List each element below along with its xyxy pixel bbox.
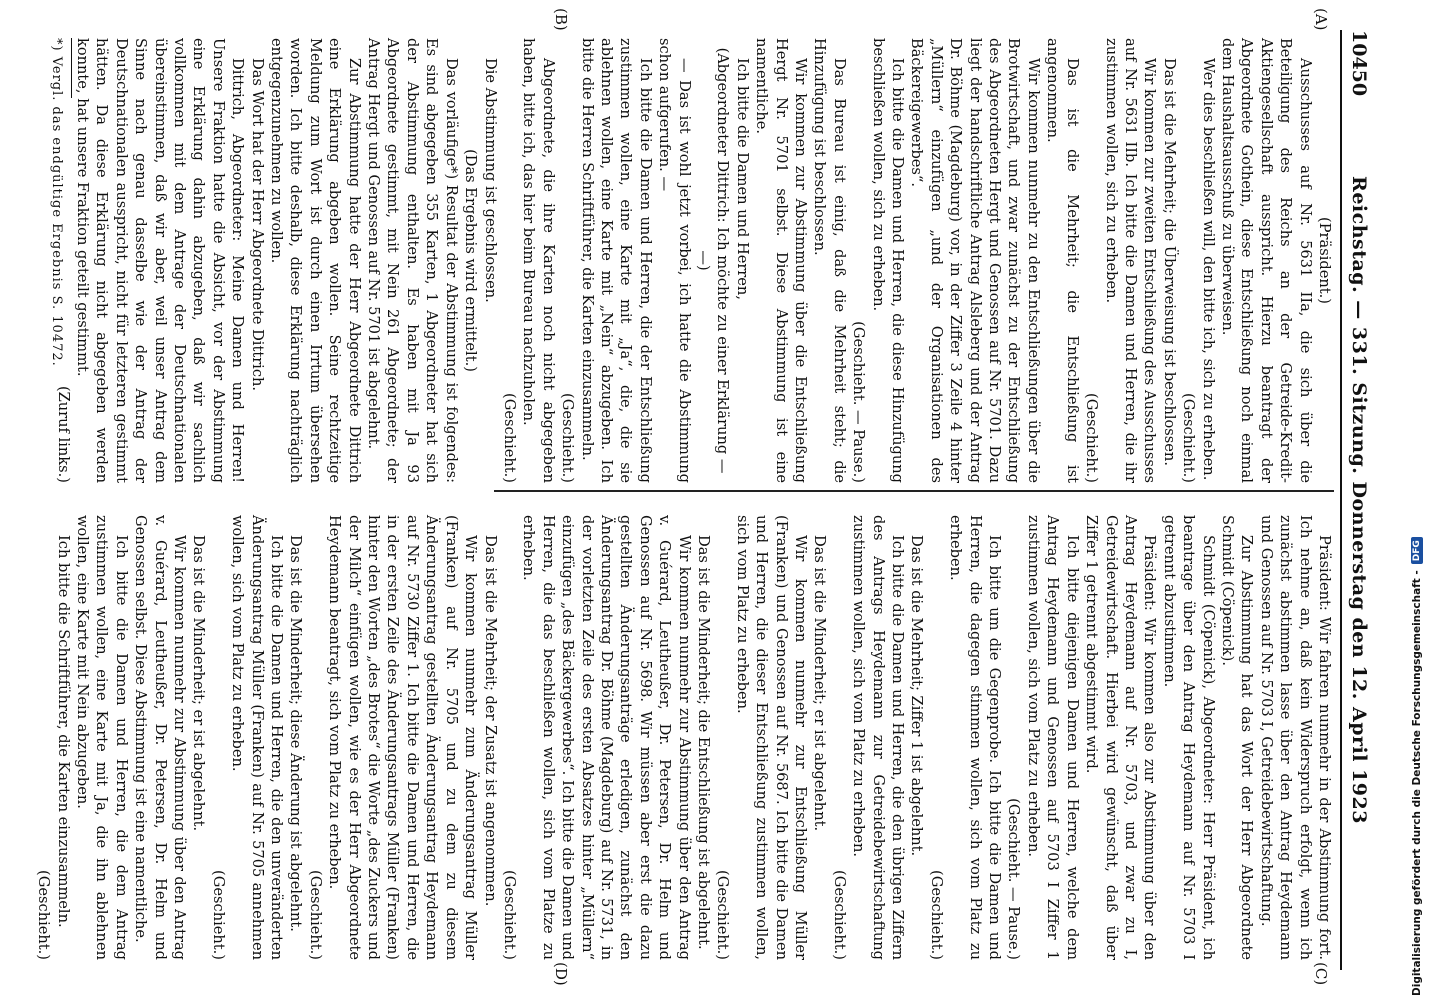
paragraph: Wir kommen nunmehr zum Änderungsantrag Müller (Franken) auf Nr. 5705 und zu dem zu diesem Änderungsantrag gestellten Änderungsantrag Heydemann auf Nr. 5730 Ziffer 1. Ich bitte die Damen und Herren, die in der ersten Zeile des Änderungsantrags Müller (Franken) hinter den Worten „des Brotes“ die Worte „des Zuckers und der Milch“ einfügen wollen, wie es der Herr Abgeordnete Heydemann beantragt, sich vom Platz zu erheben. bbox=[326, 515, 480, 960]
paragraph: Wir kommen zur zweiten Entschließung des Ausschusses auf Nr. 5631 IIb. Ich bitte die Damen und Herren, die ihr zustimmen wollen, sich zu erheben. bbox=[1102, 38, 1159, 483]
paragraph: (Geschieht. — Pause.) bbox=[850, 321, 868, 483]
right-text-column bbox=[34, 515, 1334, 960]
page-number: 10450 bbox=[1348, 30, 1370, 97]
paragraph: Ich bitte die Damen und Herren, die den übrigen Ziffern des Antrags Heydemann zur Getreidebewirtschaftung zustimmen wollen, sich vom Platz zu erheben. bbox=[850, 515, 907, 960]
paragraph: Ich bitte die Schriftführer, die Karten einzusammeln. bbox=[54, 535, 72, 928]
paragraph: Das ist die Minderheit; er ist abgelehnt. bbox=[190, 535, 208, 832]
credit-text: Digitalisierung gefördert durch die Deutsche Forschungsgemeinschaft - bbox=[1411, 570, 1423, 996]
page-header bbox=[1340, 30, 1376, 970]
paragraph: Das Wort hat der Herr Abgeordnete Dittrich. bbox=[248, 58, 266, 392]
paragraph: Ich bitte diejenigen Damen und Herren, welche dem Antrag Heydemann und Genossen auf 5703 I Ziffer 1 zustimmen wollen, sich vom Platz zu erheben. bbox=[1024, 515, 1081, 960]
paragraph: Das ist die Mehrheit; die Überweisung ist beschlossen. bbox=[1160, 58, 1178, 466]
paragraph: Das ist die Mehrheit; Ziffer 1 ist abgelehnt. bbox=[908, 535, 926, 857]
paragraph: Wir kommen nunmehr zur Abstimmung über den Antrag v. Guérard, Leutheußer, Dr. Petersen, Dr. Helm und Genossen selbst. Diese Abstimmung ist eine namentliche. bbox=[132, 515, 189, 960]
running-title: Reichstag. — 331. Sitzung. Donnerstag den 12. April 1923 bbox=[1348, 176, 1370, 824]
margin-letter-a: (A) bbox=[1312, 8, 1330, 31]
footnote: *) Vergl. das endgültige Ergebnis S. 10472. bbox=[49, 38, 64, 367]
paragraph: Wir kommen nunmehr zur Entschließung Müller (Franken) und Genossen auf Nr. 5687. Ich bitte die Damen und Herren, die dieser Entschließung zustimmen wollen, sich vom Platz zu erheben. bbox=[733, 515, 810, 960]
paragraph: (Das Ergebnis wird ermittelt.) bbox=[462, 149, 480, 372]
paragraph: Das Bureau ist einig, daß die Mehrheit steht; die Hinzufügung ist beschlossen. bbox=[811, 38, 848, 483]
footnote-rule bbox=[71, 38, 72, 98]
paragraph: (Geschieht.) bbox=[559, 393, 577, 483]
paragraph: Das ist die Minderheit; diese Änderung ist abgelehnt. bbox=[287, 535, 305, 932]
paragraph: Schmidt (Cöpenick), Abgeordneter: Herr Präsident, ich beantrage über den Antrag Heydemann auf Nr. 5703 I getrennt abzustimmen. bbox=[1160, 515, 1217, 960]
paragraph: (Geschieht. — Pause.) bbox=[1005, 798, 1023, 960]
paragraph: (Geschieht.) bbox=[830, 870, 848, 960]
paragraph: Präsident: Wir kommen also zur Abstimmung über den Antrag Heydemann auf Nr. 5703, und zwar zu I, Getreidewirtschaft. Hierbei wird gewünscht, daß über Ziffer 1 getrennt abgestimmt wird. bbox=[1083, 515, 1159, 960]
paragraph: (Präsident.) bbox=[1316, 217, 1333, 304]
paragraph: Präsident: Wir fahren nunmehr in der Abstimmung fort. Ich nehme an, daß kein Widerspruch erfolgt, wenn ich zunächst abstimmen lasse über den Antrag Heydemann und Genossen auf Nr. 5703 I, Getreidebewirtschaftung. bbox=[1257, 515, 1333, 960]
paragraph: (Zuruf links.) bbox=[54, 385, 72, 483]
column-rule bbox=[494, 490, 1334, 492]
left-text-column bbox=[53, 38, 1334, 483]
dfg-logo: DFG bbox=[1411, 537, 1423, 564]
paragraph: Wir kommen nunmehr zu den Entschließungen über die Brotwirtschaft, und zwar zunächst zu der Entschließung des Abgeordneten Hergt und Genossen auf Nr. 5701. Dazu liegt der handschriftliche Antrag Alsleberg und der Antrag Dr. Böhme (Magdeburg) vor, in der Ziffer 3 Zeile 4 hinter „Müllern“ einzufügen „und der Organisationen des Bäckereigewerbes“. bbox=[908, 38, 1042, 483]
paragraph: (Geschieht.) bbox=[209, 870, 227, 960]
paragraph: (Abgeordneter Dittrich: Ich möchte zu einer Erklärung — —) bbox=[695, 47, 732, 474]
paragraph: Ich bitte die Damen und Herren, die diese Hinzufügung beschließen wollen, sich zu erheben. bbox=[869, 38, 907, 483]
paragraph: Ich bitte die Damen und Herren, bbox=[733, 58, 751, 300]
paragraph: (Geschieht.) bbox=[500, 393, 518, 483]
paragraph: Dittrich, Abgeordneter: Meine Damen und Herren! Unsere Fraktion hatte die Absicht, vor der Abstimmung eine Erklärung dahin abzugeben, daß wir sachlich vollkommen mit dem Antrage der Deutschnationalen übereinstimmen, daß wir aber, weil unser Antrag dem Sinne nach genau dasselbe wie der Antrag der Deutschnationalen ausspricht, nicht für letzteren gestimmt hätten. Da diese Erklärung nicht abgegeben werden konnte, hat unsere Fraktion geteilt gestimmt. bbox=[74, 38, 247, 483]
paragraph: Das vorläufige*) Resultat der Abstimmung ist folgendes: Es sind abgegeben 355 Karten, 1 Abgeordneter hat sich der Abstimmung enthalten. Es haben mit Ja 93 Abgeordnete gestimmt, mit Nein 261 Abgeordnete; der Antrag Hergt und Genossen auf Nr. 5701 ist abgelehnt. bbox=[365, 38, 460, 483]
paragraph: (Geschieht.) bbox=[714, 870, 732, 960]
paragraph: — Das ist wohl jetzt vorbei, ich hatte die Abstimmung schon aufgerufen. — bbox=[656, 38, 693, 483]
paragraph: (Geschieht.) bbox=[35, 870, 53, 960]
paragraph: Wir kommen zur Abstimmung über die Entschließung Hergt Nr. 5701 selbst. Diese Abstimmung ist eine namentliche. bbox=[753, 38, 810, 483]
paragraph: Wer dies beschließen will, den bitte ich, sich zu erheben. bbox=[1199, 58, 1217, 481]
paragraph: Ich bitte die Damen und Herren, die der Entschließung zustimmen wollen, eine Karte mit „Ja“, die, die sie ablehnen wollen, eine Karte mit „Nein“ abzugeben. Ich bitte die Herren Schriftführer, die Karten einzusammeln. bbox=[578, 38, 654, 483]
paragraph: Das ist die Minderheit; er ist abgelehnt. bbox=[811, 535, 829, 832]
margin-letter-d: (D) bbox=[552, 962, 570, 986]
digitization-credit bbox=[1402, 0, 1432, 996]
paragraph: Das ist die Mehrheit; die Entschließung ist angenommen. bbox=[1044, 38, 1081, 483]
paragraph: (Geschieht.) bbox=[1083, 393, 1101, 483]
paragraph: Das ist die Mehrheit; der Zusatz ist angenommen. bbox=[481, 535, 499, 907]
paragraph: Wir kommen nunmehr zur Abstimmung über den Antrag v. Guérard, Leutheußer, Dr. Petersen, Dr. Helm und Genossen auf Nr. 5698. Wir müssen aber erst die dazu gestellten Änderungsanträge erledigen, zunächst den Änderungsantrag Dr. Böhme (Magdeburg) auf Nr. 5731, in der vorletzten Zeile des ersten Absatzes hinter „Müllern“ einzufügen „des Bäckergewerbes“. Ich bitte die Damen und Herren, die das beschließen wollen, sich vom Platze zu erheben. bbox=[520, 515, 693, 960]
paragraph: Ich bitte um die Gegenprobe. Ich bitte die Damen und Herren, die dagegen stimmen wollen, sich vom Platz zu erheben. bbox=[947, 515, 1004, 960]
margin-letter-b: (B) bbox=[552, 8, 570, 31]
paragraph: Ich bitte die Damen und Herren, die den unveränderten Änderungsantrag Müller (Franken) auf Nr. 5705 annehmen wollen, sich vom Platz zu erheben. bbox=[229, 515, 286, 960]
paragraph: Zur Abstimmung hat das Wort der Herr Abgeordnete Schmidt (Cöpenick). bbox=[1218, 515, 1256, 960]
paragraph: (Geschieht.) bbox=[500, 870, 518, 960]
paragraph: (Geschieht.) bbox=[1180, 393, 1198, 483]
margin-letter-c: (C) bbox=[1312, 962, 1330, 986]
paragraph: Ich bitte die Damen und Herren, die dem Antrag zustimmen wollen, eine Karte mit Ja, die ihn ablehnen wollen, eine Karte mit Nein abzugeben. bbox=[74, 515, 130, 960]
paragraph: Die Abstimmung ist geschlossen. bbox=[481, 58, 499, 303]
paragraph: Abgeordnete, die ihre Karten noch nicht abgegeben haben, bitte ich, das hier beim Bureau nachzuholen. bbox=[520, 38, 557, 483]
paragraph: Zur Abstimmung hatte der Herr Abgeordnete Dittrich eine Erklärung abgeben wollen. Seine rechtzeitige Meldung zum Wort ist durch einen Irrtum übersehen worden. Ich bitte deshalb, diese Erklärung nachträglich entgegenzunehmen zu wollen. bbox=[268, 38, 363, 483]
paragraph: (Geschieht.) bbox=[927, 870, 945, 960]
paragraph: (Geschieht.) bbox=[306, 870, 324, 960]
paragraph: Das ist die Minderheit; die Entschließung ist abgelehnt. bbox=[695, 535, 712, 950]
paragraph: Ausschusses auf Nr. 5631 IIa, die sich über die Beteiligung des Reichs an der Getreide-Kredit-Aktiengesellschaft ausspricht. Hierzu beantragt der Abgeordnete Gothein, diese Entschließung noch einmal dem Haushaltsausschuß zu überweisen. bbox=[1218, 38, 1314, 483]
